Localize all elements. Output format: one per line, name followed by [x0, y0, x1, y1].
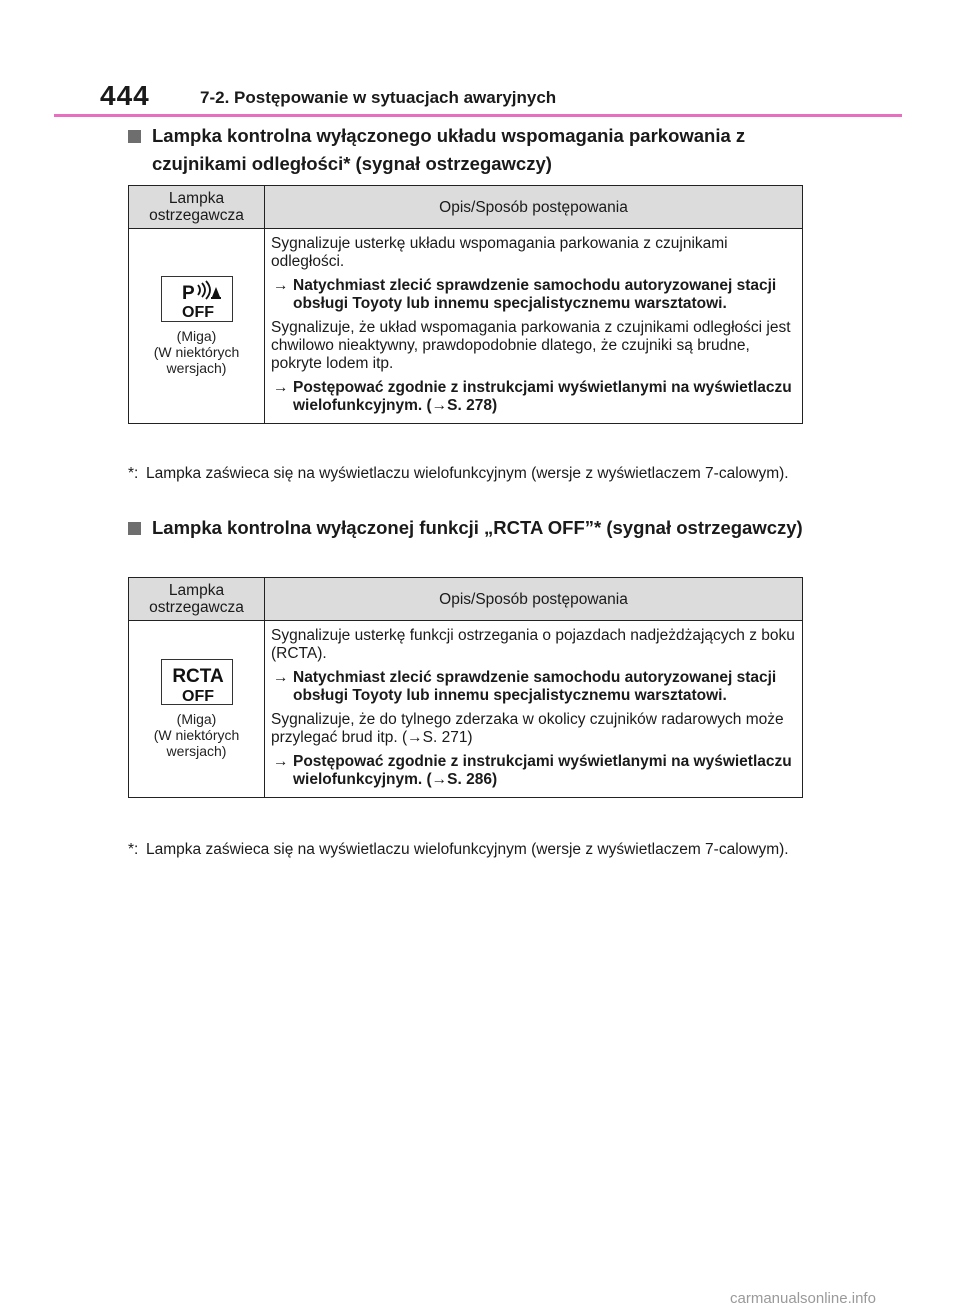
table-header-row — [129, 186, 803, 229]
ref-arrow-icon: → — [431, 397, 448, 414]
svg-text:P: P — [181, 283, 195, 304]
description-text: Sygnalizuje, że do tylnego zderzaka w okolicy czujników radarowych może przylegać brud itp. (→S. 271) — [271, 711, 784, 746]
description-cell — [265, 229, 803, 424]
col-header-lamp: Lampka ostrzegawcza — [129, 186, 265, 229]
svg-text:OFF: OFF — [181, 688, 214, 705]
lamp-note-blink: (Miga) — [176, 711, 217, 727]
page-reference[interactable]: S. 271) — [422, 729, 473, 746]
lamp-cell — [129, 229, 265, 424]
arrow-icon: → — [273, 753, 289, 770]
svg-text:OFF: OFF — [181, 304, 214, 321]
col-header-lamp: Lampka ostrzegawcza — [129, 578, 265, 621]
arrow-icon: → — [273, 379, 289, 396]
square-bullet-icon — [128, 130, 141, 143]
action-text: → Natychmiast zlecić sprawdzenie samochodu autoryzowanej stacji obsługi Toyoty lub innemu specjalistycznemu warsztatowi. — [273, 669, 777, 704]
lamp-cell — [129, 621, 265, 798]
ref-arrow-icon: → — [431, 771, 448, 788]
description-text: Sygnalizuje usterkę układu wspomagania parkowania z czujnikami odległości. — [271, 235, 728, 270]
lamp-note-blink: (Miga) — [176, 328, 217, 344]
square-bullet-icon — [128, 522, 141, 535]
parking-sensor-off-icon — [161, 276, 233, 322]
lamp-note-versions: (W niektórych wersjach) — [153, 727, 240, 759]
description-cell — [265, 621, 803, 798]
chapter-title: 7-2. Postępowanie w sytuacjach awaryjnych — [200, 88, 557, 107]
col-header-description: Opis/Sposób postępowania — [265, 578, 803, 621]
svg-text:RCTA: RCTA — [171, 666, 224, 687]
page-number: 444 — [100, 80, 150, 111]
watermark: carmanualsonline.info — [730, 1290, 876, 1307]
header-rule — [54, 114, 902, 117]
table-row — [129, 621, 803, 798]
lamp-note-versions: (W niektórych wersjach) — [153, 344, 240, 376]
arrow-icon: → — [273, 277, 289, 294]
description-text: Sygnalizuje usterkę funkcji ostrzegania o pojazdach nadjeżdżających z boku (RCTA). — [271, 627, 795, 662]
action-text: → Natychmiast zlecić sprawdzenie samochodu autoryzowanej stacji obsługi Toyoty lub innemu specjalistycznemu warsztatowi. — [273, 277, 777, 312]
section-heading-rcta: Lampka kontrolna wyłączonej funkcji „RCTA OFF”* (sygnał ostrzegawczy) — [128, 514, 808, 542]
page-reference[interactable]: S. 286) — [447, 771, 498, 788]
ref-arrow-icon: → — [407, 729, 423, 746]
table-row — [129, 229, 803, 424]
rcta-off-icon — [161, 659, 233, 705]
action-text: → Postępować zgodnie z instrukcjami wyświetlanymi na wyświetlaczu wielofunkcyjnym. (→S. 278) — [273, 379, 792, 414]
footnote: *: Lampka zaświeca się na wyświetlaczu wielofunkcyjnym (wersje z wyświetlaczem 7-calowym). — [128, 465, 789, 482]
table-header-row — [129, 578, 803, 621]
col-header-description: Opis/Sposób postępowania — [265, 186, 803, 229]
page-reference[interactable]: S. 278) — [447, 397, 498, 414]
footnote: *: Lampka zaświeca się na wyświetlaczu wielofunkcyjnym (wersje z wyświetlaczem 7-calowym). — [128, 841, 789, 858]
arrow-icon: → — [273, 669, 289, 686]
rcta-table — [128, 577, 803, 798]
footnote-mark: *: — [128, 465, 139, 482]
action-text: → Postępować zgodnie z instrukcjami wyświetlanymi na wyświetlaczu wielofunkcyjnym. (→S. 286) — [273, 753, 792, 788]
section-heading-parking-sensor: Lampka kontrolna wyłączonego układu wspomagania parkowania z czujnikami odległości* (sygnał ostrzegawczy) — [128, 122, 808, 178]
footnote-mark: *: — [128, 841, 139, 858]
parking-sensor-table — [128, 185, 803, 424]
description-text: Sygnalizuje, że układ wspomagania parkowania z czujnikami odległości jest chwilowo nieaktywny, prawdopodobnie dlatego, że czujniki są brudne, pokryte lodem itp. — [271, 319, 791, 372]
